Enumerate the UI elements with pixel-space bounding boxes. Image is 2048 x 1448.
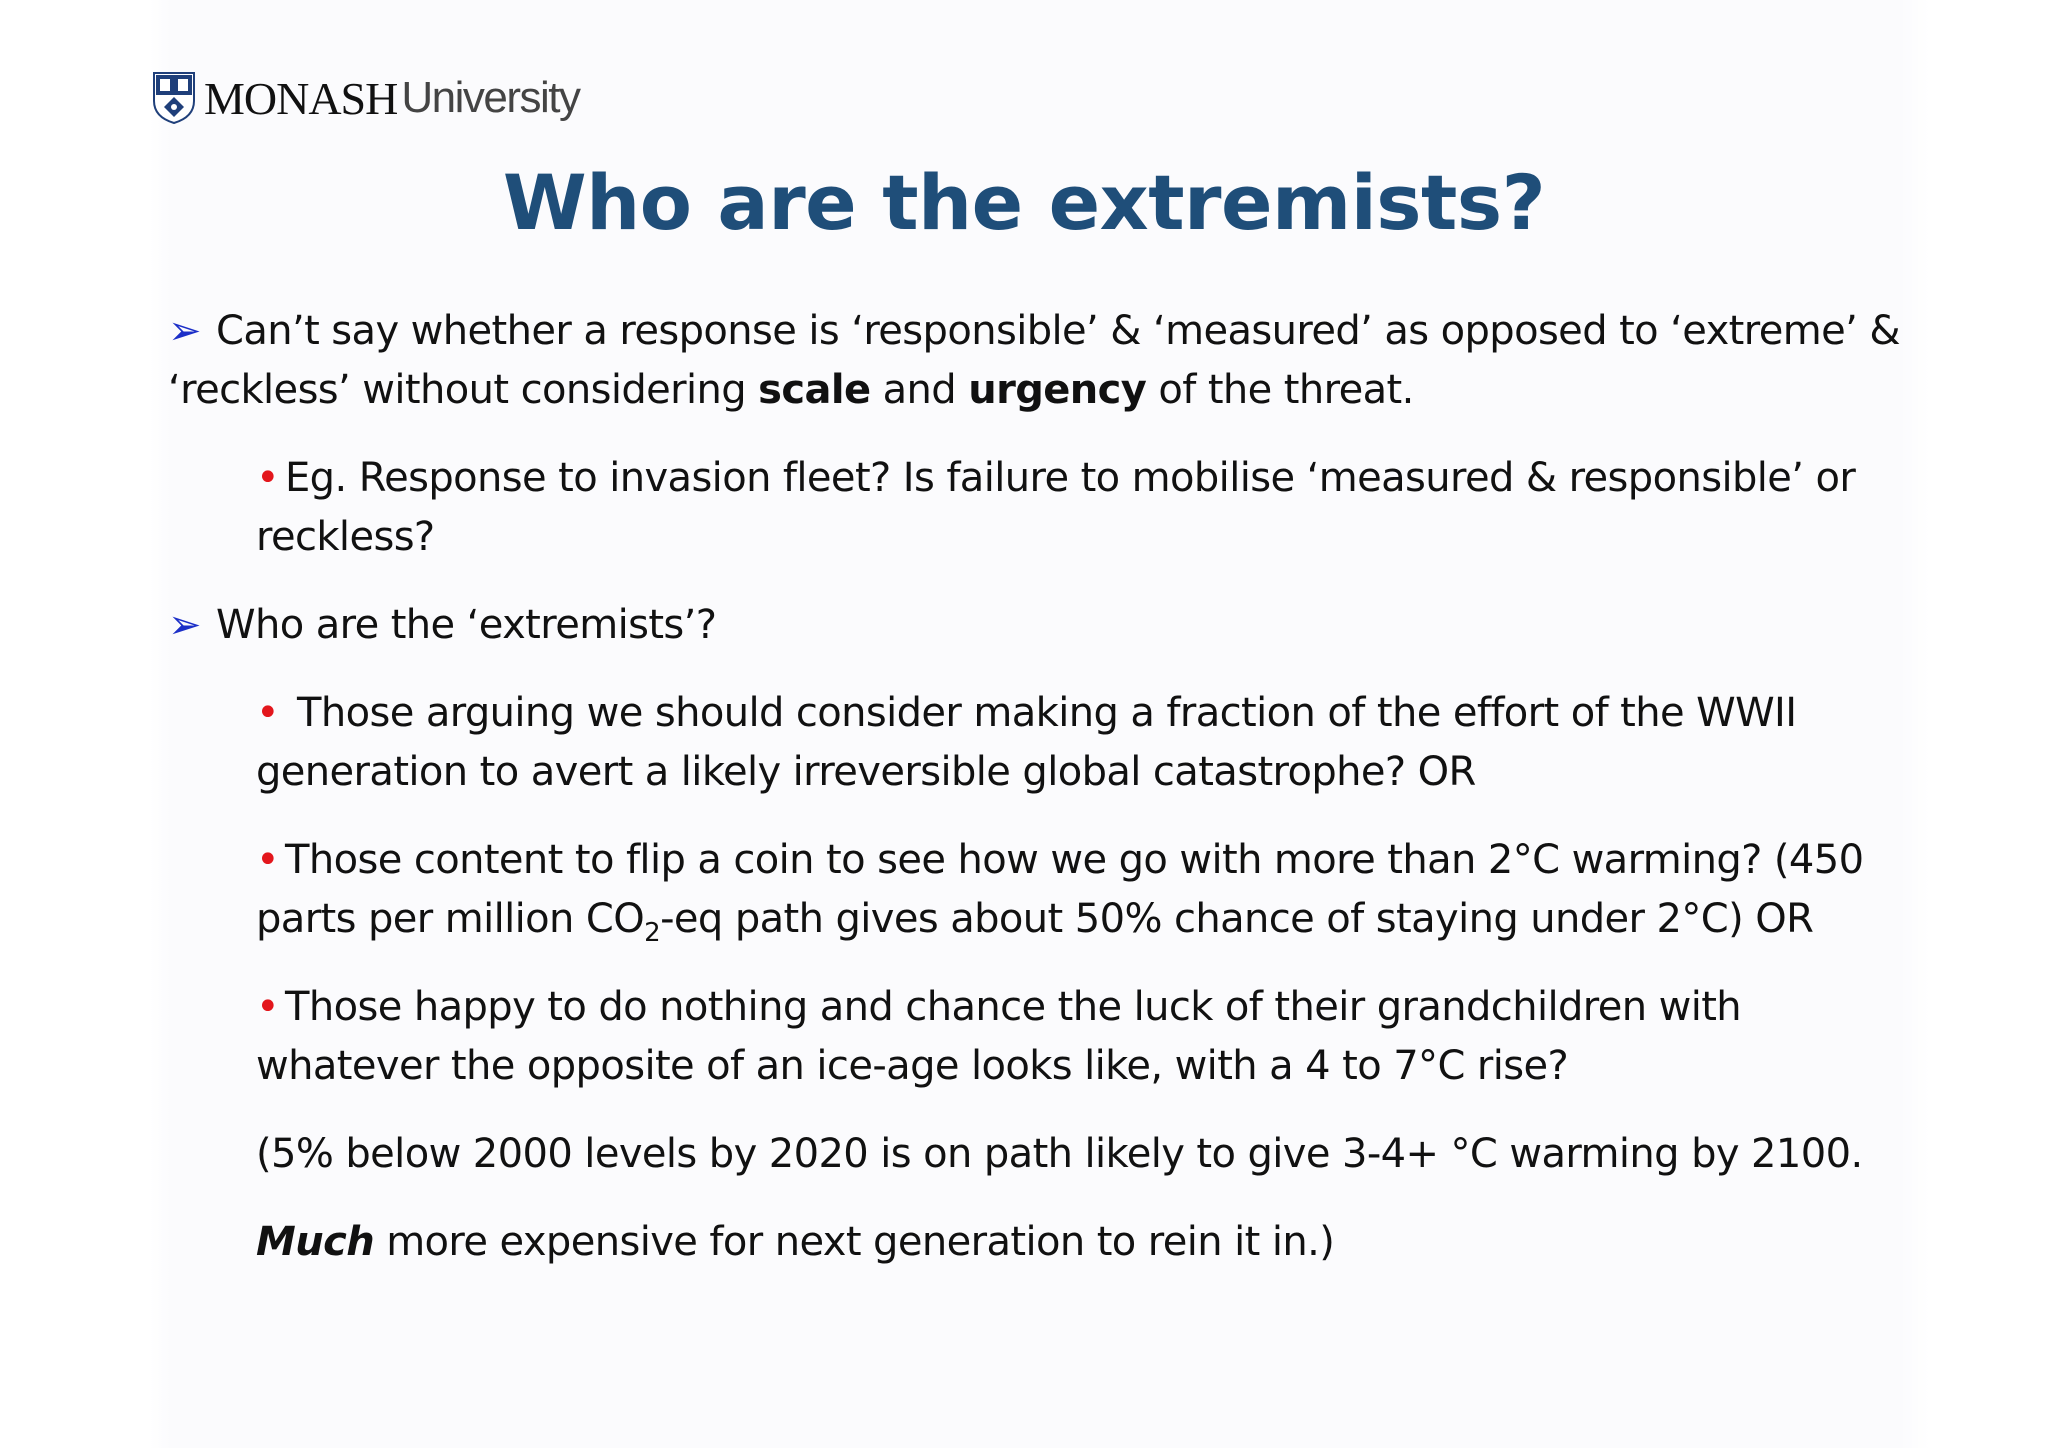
slide-title: Who are the extremists? xyxy=(502,158,1546,247)
dot-bullet-icon: • xyxy=(256,690,279,736)
monash-crest-icon xyxy=(152,71,196,125)
emphasis-urgency: urgency xyxy=(968,367,1147,413)
arrow-bullet-icon: ➢ xyxy=(168,602,201,648)
dot-bullet-icon: • xyxy=(256,455,279,501)
arrow-item-who-extremists: ➢ Who are the ‘extremists’? xyxy=(168,596,1908,655)
logo-monash-text: MONASH xyxy=(204,72,398,124)
monash-logo xyxy=(152,70,580,126)
slide-body xyxy=(168,302,1908,1301)
sub-item-invasion-fleet: • Eg. Response to invasion fleet? Is failure to mobilise ‘measured & responsible’ or reckless? xyxy=(256,455,1856,560)
emphasis-much: Much xyxy=(256,1219,375,1265)
note-emissions-path: (5% below 2000 levels by 2020 is on path likely to give 3-4+ °C warming by 2100. xyxy=(256,1131,1863,1177)
sub-item-wwii-effort: • Those arguing we should consider making a fraction of the effort of the WWII generation to avert a likely irreversible global catastrophe? OR xyxy=(256,690,1797,795)
arrow-bullet-icon: ➢ xyxy=(168,308,201,354)
arrow-item-scale-urgency: ➢ Can’t say whether a response is ‘responsible’ & ‘measured’ as opposed to ‘extreme’ & ‘reckless’ without considering scale and urgency of the threat. xyxy=(168,302,1908,420)
dot-bullet-icon: • xyxy=(256,837,279,883)
sub-item-do-nothing: • Those happy to do nothing and chance the luck of their grandchildren with whatever the opposite of an ice-age looks like, with a 4 to 7°C rise? xyxy=(256,984,1742,1089)
dot-bullet-icon: • xyxy=(256,984,279,1030)
logo-university-text: University xyxy=(401,73,580,122)
emphasis-scale: scale xyxy=(758,367,871,413)
sub-item-flip-coin: • Those content to flip a coin to see how we go with more than 2°C warming? (450 parts per million $CO_2-eq$ path gives about 50% chance of staying under 2°C) OR xyxy=(256,837,1864,948)
note-expensive: Much more expensive for next generation to rein it in.) xyxy=(256,1219,1335,1265)
